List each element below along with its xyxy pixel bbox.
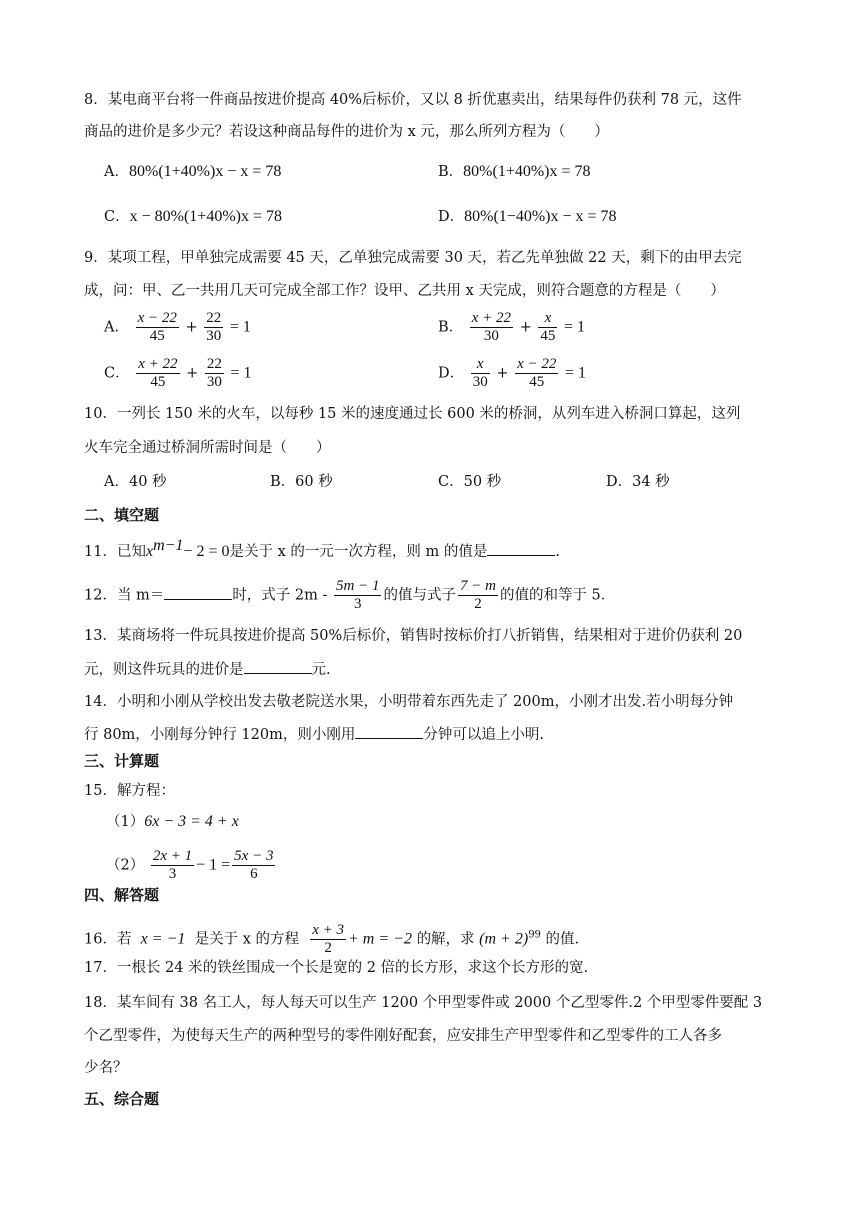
q8-option-a: A．80%(1+40%)x − x = 78	[104, 163, 282, 180]
q10-option-d: D．34 秒	[606, 474, 670, 490]
q14-answer-blank[interactable]	[355, 724, 423, 739]
q14-line2: 行 80m，小刚每分钟行 120m，则小刚用 分钟可以追上小明.	[84, 724, 544, 745]
q13-answer-blank[interactable]	[244, 659, 312, 674]
q10-stem-line2: 火车完全通过桥洞所需时间是（ ）	[84, 440, 331, 456]
q9-stem-line1: 9．某项工程，甲单独完成需要 45 天，乙单独完成需要 30 天，若乙先单独做 22 天，剩下的由甲去完	[84, 250, 742, 266]
q10-option-c: C．50 秒	[438, 474, 502, 490]
q9-option-b: B． $\frac{x + 22}{30}$ + $\frac{x}{45}$ = 1	[438, 310, 586, 344]
q8-option-b: B．80%(1+40%)x = 78	[438, 163, 591, 180]
q17: 17．一根长 24 米的铁丝围成一个长是宽的 2 倍的长方形，求这个长方形的宽.	[84, 960, 589, 976]
q10-option-a: A．40 秒	[104, 474, 167, 490]
q13-line1: 13．某商场将一件玩具按进价提高 50%后标价，销售时按标价打八折销售，结果相对于进价仍获利 20	[84, 628, 743, 644]
q12-answer-blank[interactable]	[164, 585, 232, 600]
q8-stem-line1: 8．某电商平台将一件商品按进价提高 40%后标价，又以 8 折优惠卖出，结果每件仍获利 78 元，这件	[84, 92, 742, 108]
q11-answer-blank[interactable]	[487, 541, 555, 556]
q15-part1: （1）6x − 3 = 4 + x	[106, 813, 239, 830]
q9-stem-line2: 成，问：甲、乙一共用几天可完成全部工作？设甲、乙共用 x 天完成，则符合题意的方程是（ ）	[84, 283, 725, 299]
section-fill-in-blank: 二、填空题	[84, 506, 160, 524]
section-calculation: 三、计算题	[84, 752, 160, 770]
q14-line1: 14．小明和小刚从学校出发去敬老院送水果，小明带着东西先走了 200m，小刚才出发.若小明每分钟	[84, 694, 734, 710]
q12: 12．当 m＝ 时，式子 2m - $\frac{5m - 1}{3}$ 的值与式子 $\frac{7 - m}{2}$ 的值的和等于 5．	[84, 578, 616, 612]
q11: 11．已知$x^{m-1}- 2 = 0$是关于 x 的一元一次方程，则 m 的值是 .	[84, 537, 560, 560]
q9-option-d: D． $\frac{x}{30}$ + $\frac{x - 22}{45}$ = 1	[438, 356, 587, 390]
q9-option-c: C． $\frac{x + 22}{45}$ + $\frac{22}{30}$ = 1	[104, 356, 252, 390]
q10-stem-line1: 10．一列长 150 米的火车，以每秒 15 米的速度通过长 600 米的桥洞，从列车进入桥洞口算起，这列	[84, 406, 741, 422]
q18-line3: 少名？	[84, 1060, 128, 1076]
q15-stem: 15．解方程：	[84, 783, 175, 799]
q10-option-b: B．60 秒	[270, 474, 333, 490]
q8-option-c: C．x − 80%(1+40%)x = 78	[104, 208, 282, 225]
section-answer: 四、解答题	[84, 886, 160, 904]
q8-stem-line2: 商品的进价是多少元？若设这种商品每件的进价为 x 元，那么所列方程为（ ）	[84, 124, 609, 140]
q18-line2: 个乙型零件，为使每天生产的两种型号的零件刚好配套，应安排生产甲型零件和乙型零件的工人各多	[84, 1028, 722, 1044]
q9-option-a: A． $\frac{x - 22}{45}$ + $\frac{22}{30}$ = 1	[104, 310, 251, 344]
section-comprehensive: 五、综合题	[84, 1090, 160, 1108]
q13-line2: 元，则这件玩具的进价是 元.	[84, 659, 331, 680]
q18-line1: 18．某车间有 38 名工人，每人每天可以生产 1200 个甲型零件或 2000 个乙型零件.2 个甲型零件要配 3	[84, 995, 763, 1011]
q16: 16．若 x = −1 是关于 x 的方程 $\frac{x + 3}{2}$ + m = −2 的解，求 $(m + 2)^{99}$ 的值.	[84, 922, 580, 956]
q15-part2: （2） $\frac{2x + 1}{3}$ − 1 = $\frac{5x - 3}{6}$	[106, 848, 274, 882]
q8-option-d: D．80%(1−40%)x − x = 78	[438, 208, 617, 225]
